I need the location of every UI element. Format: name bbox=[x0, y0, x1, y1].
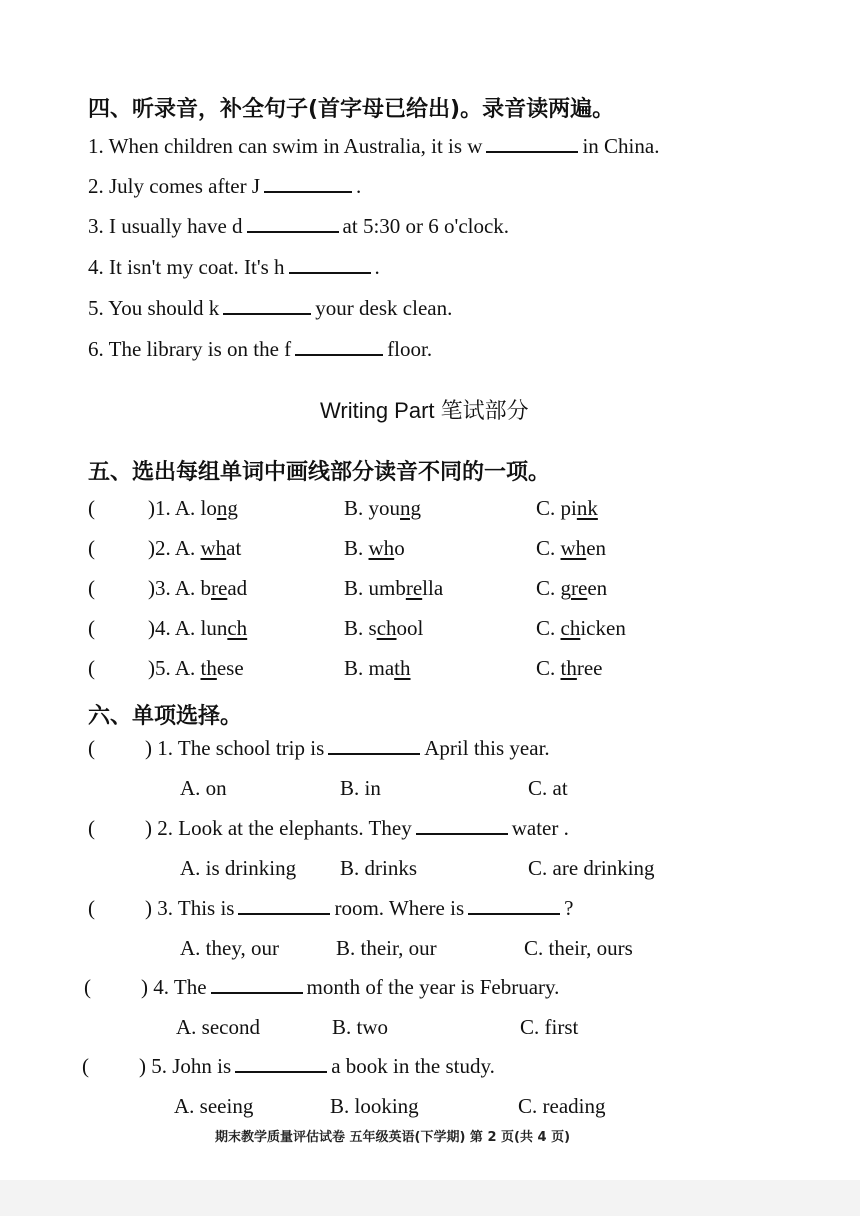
choice-a: A. second bbox=[176, 1015, 260, 1039]
word-part: C. bbox=[536, 616, 561, 640]
choice-b: B. two bbox=[332, 1015, 389, 1039]
option-a bbox=[148, 576, 247, 601]
question-number: )2. A. bbox=[148, 536, 201, 560]
underlined-part: ng bbox=[216, 496, 238, 520]
question-stem bbox=[139, 1054, 495, 1079]
option-c bbox=[536, 616, 626, 641]
word-part: ree bbox=[576, 656, 603, 680]
answer-blank[interactable] bbox=[238, 897, 330, 915]
answer-blank[interactable] bbox=[264, 175, 352, 193]
word-part: B. bbox=[344, 536, 369, 560]
word-part: en bbox=[586, 536, 607, 560]
item-text: 1. When children can swim in Australia, it is w bbox=[88, 134, 483, 158]
answer-blank[interactable] bbox=[416, 817, 508, 835]
word-part: o bbox=[394, 536, 405, 560]
stem-text: ) 2. Look at the elephants. They bbox=[145, 816, 412, 840]
item-text: 6. The library is on the f bbox=[88, 337, 292, 361]
stem-text: ) 5. John is bbox=[139, 1054, 232, 1078]
listening-item bbox=[88, 296, 452, 321]
underlined-part: wh bbox=[200, 536, 227, 560]
question-number: )3. A. bbox=[148, 576, 201, 600]
answer-paren[interactable]: ( bbox=[88, 496, 95, 520]
word-part: B. umb bbox=[344, 576, 406, 600]
word-part: C. bbox=[536, 536, 561, 560]
answer-paren[interactable]: ( bbox=[88, 736, 95, 760]
answer-paren[interactable]: ( bbox=[88, 536, 95, 560]
option-a bbox=[148, 616, 247, 641]
item-text: your desk clean. bbox=[315, 296, 453, 320]
stem-text: ) 1. The school trip is bbox=[145, 736, 325, 760]
item-text: at 5:30 or 6 o'clock. bbox=[342, 214, 510, 238]
answer-blank[interactable] bbox=[211, 976, 303, 994]
answer-paren[interactable]: ( bbox=[84, 975, 91, 999]
option-c bbox=[536, 656, 603, 681]
answer-paren[interactable]: ( bbox=[88, 896, 95, 920]
word-part: B. s bbox=[344, 616, 377, 640]
underlined-part: re bbox=[571, 576, 588, 600]
word-part: lla bbox=[422, 576, 444, 600]
question-stem bbox=[145, 896, 573, 921]
stem-text: water . bbox=[511, 816, 569, 840]
listening-item bbox=[88, 214, 509, 239]
choice-c: C. their, ours bbox=[524, 936, 633, 960]
choice-c: C. at bbox=[528, 776, 568, 800]
item-text: in China. bbox=[582, 134, 660, 158]
word-part: C. bbox=[536, 656, 561, 680]
option-c bbox=[536, 536, 606, 561]
item-text: floor. bbox=[387, 337, 433, 361]
answer-blank[interactable] bbox=[468, 897, 560, 915]
underlined-part: ch bbox=[560, 616, 581, 640]
choice-c: C. first bbox=[520, 1015, 579, 1039]
writing-part-title: Writing Part 笔试部分 bbox=[320, 398, 529, 423]
question-number: )5. A. bbox=[148, 656, 201, 680]
scan-bottom-band bbox=[0, 1180, 860, 1216]
answer-paren[interactable]: ( bbox=[82, 1054, 89, 1078]
answer-paren[interactable]: ( bbox=[88, 576, 95, 600]
option-c bbox=[536, 576, 607, 601]
choice-a: A. they, our bbox=[180, 936, 279, 960]
answer-blank[interactable] bbox=[235, 1055, 327, 1073]
question-number: )4. A. bbox=[148, 616, 201, 640]
option-a bbox=[148, 536, 241, 561]
answer-paren[interactable]: ( bbox=[88, 816, 95, 840]
stem-text: ) 3. This is bbox=[145, 896, 235, 920]
question-stem bbox=[141, 975, 559, 1000]
word-part: lun bbox=[200, 616, 228, 640]
option-c bbox=[536, 496, 598, 521]
choice-b: B. looking bbox=[330, 1094, 419, 1118]
item-text: 5. You should k bbox=[88, 296, 220, 320]
section-4-heading: 四、听录音，补全句子(首字母已给出)。录音读两遍。 bbox=[88, 97, 615, 122]
choice-b: B. drinks bbox=[340, 856, 418, 880]
underlined-part: wh bbox=[368, 536, 395, 560]
word-part: B. ma bbox=[344, 656, 395, 680]
word-part: en bbox=[587, 576, 608, 600]
word-part: lo bbox=[200, 496, 217, 520]
question-stem bbox=[145, 816, 569, 841]
option-b bbox=[344, 536, 405, 561]
underlined-part: re bbox=[211, 576, 228, 600]
choice-b: B. in bbox=[340, 776, 381, 800]
underlined-part: re bbox=[405, 576, 423, 600]
stem-text: a book in the study. bbox=[331, 1054, 495, 1078]
word-part: C. g bbox=[536, 576, 572, 600]
stem-text: room. Where is bbox=[334, 896, 465, 920]
stem-text: April this year. bbox=[424, 736, 550, 760]
item-text: 4. It isn't my coat. It's h bbox=[88, 255, 285, 279]
answer-blank[interactable] bbox=[486, 135, 578, 153]
word-part: ad bbox=[227, 576, 248, 600]
word-part: b bbox=[200, 576, 211, 600]
answer-blank[interactable] bbox=[223, 297, 311, 315]
item-text: . bbox=[374, 255, 380, 279]
word-part: ool bbox=[396, 616, 424, 640]
choice-a: A. on bbox=[180, 776, 227, 800]
answer-blank[interactable] bbox=[328, 737, 420, 755]
stem-text: ? bbox=[564, 896, 574, 920]
question-stem bbox=[145, 736, 550, 761]
listening-item bbox=[88, 174, 361, 199]
underlined-part: wh bbox=[560, 536, 587, 560]
underlined-part: th bbox=[394, 656, 411, 680]
choice-a: A. is drinking bbox=[180, 856, 297, 880]
underlined-part: th bbox=[200, 656, 217, 680]
stem-text: ) 4. The bbox=[141, 975, 207, 999]
listening-item bbox=[88, 255, 380, 280]
option-a bbox=[148, 496, 238, 521]
underlined-part: nk bbox=[576, 496, 598, 520]
word-part: icken bbox=[580, 616, 626, 640]
option-b bbox=[344, 656, 411, 681]
item-text: . bbox=[356, 174, 362, 198]
answer-blank[interactable] bbox=[289, 256, 371, 274]
choice-b: B. their, our bbox=[336, 936, 437, 960]
answer-paren[interactable]: ( bbox=[88, 616, 95, 640]
option-b bbox=[344, 616, 423, 641]
choice-c: C. are drinking bbox=[528, 856, 655, 880]
section-5-heading: 五、选出每组单词中画线部分读音不同的一项。 bbox=[88, 460, 551, 485]
stem-text: month of the year is February. bbox=[306, 975, 560, 999]
underlined-part: th bbox=[560, 656, 577, 680]
option-a bbox=[148, 656, 244, 681]
underlined-part: ch bbox=[376, 616, 397, 640]
word-part: C. pi bbox=[536, 496, 577, 520]
underlined-part: ch bbox=[227, 616, 248, 640]
section-6-heading: 六、单项选择。 bbox=[88, 704, 243, 729]
answer-blank[interactable] bbox=[295, 338, 383, 356]
question-number: )1. A. bbox=[148, 496, 201, 520]
answer-blank[interactable] bbox=[247, 215, 339, 233]
option-b bbox=[344, 496, 421, 521]
word-part: at bbox=[226, 536, 242, 560]
choice-a: A. seeing bbox=[174, 1094, 254, 1118]
item-text: 3. I usually have d bbox=[88, 214, 243, 238]
option-b bbox=[344, 576, 443, 601]
underlined-part: ng bbox=[400, 496, 422, 520]
answer-paren[interactable]: ( bbox=[88, 656, 95, 680]
word-part: B. you bbox=[344, 496, 401, 520]
listening-item bbox=[88, 337, 432, 362]
item-text: 2. July comes after J bbox=[88, 174, 261, 198]
word-part: ese bbox=[216, 656, 244, 680]
page-footer: 期末教学质量评估试卷 五年级英语(下学期) 第 2 页(共 4 页) bbox=[215, 1130, 571, 1145]
listening-item bbox=[88, 134, 659, 159]
choice-c: C. reading bbox=[518, 1094, 606, 1118]
